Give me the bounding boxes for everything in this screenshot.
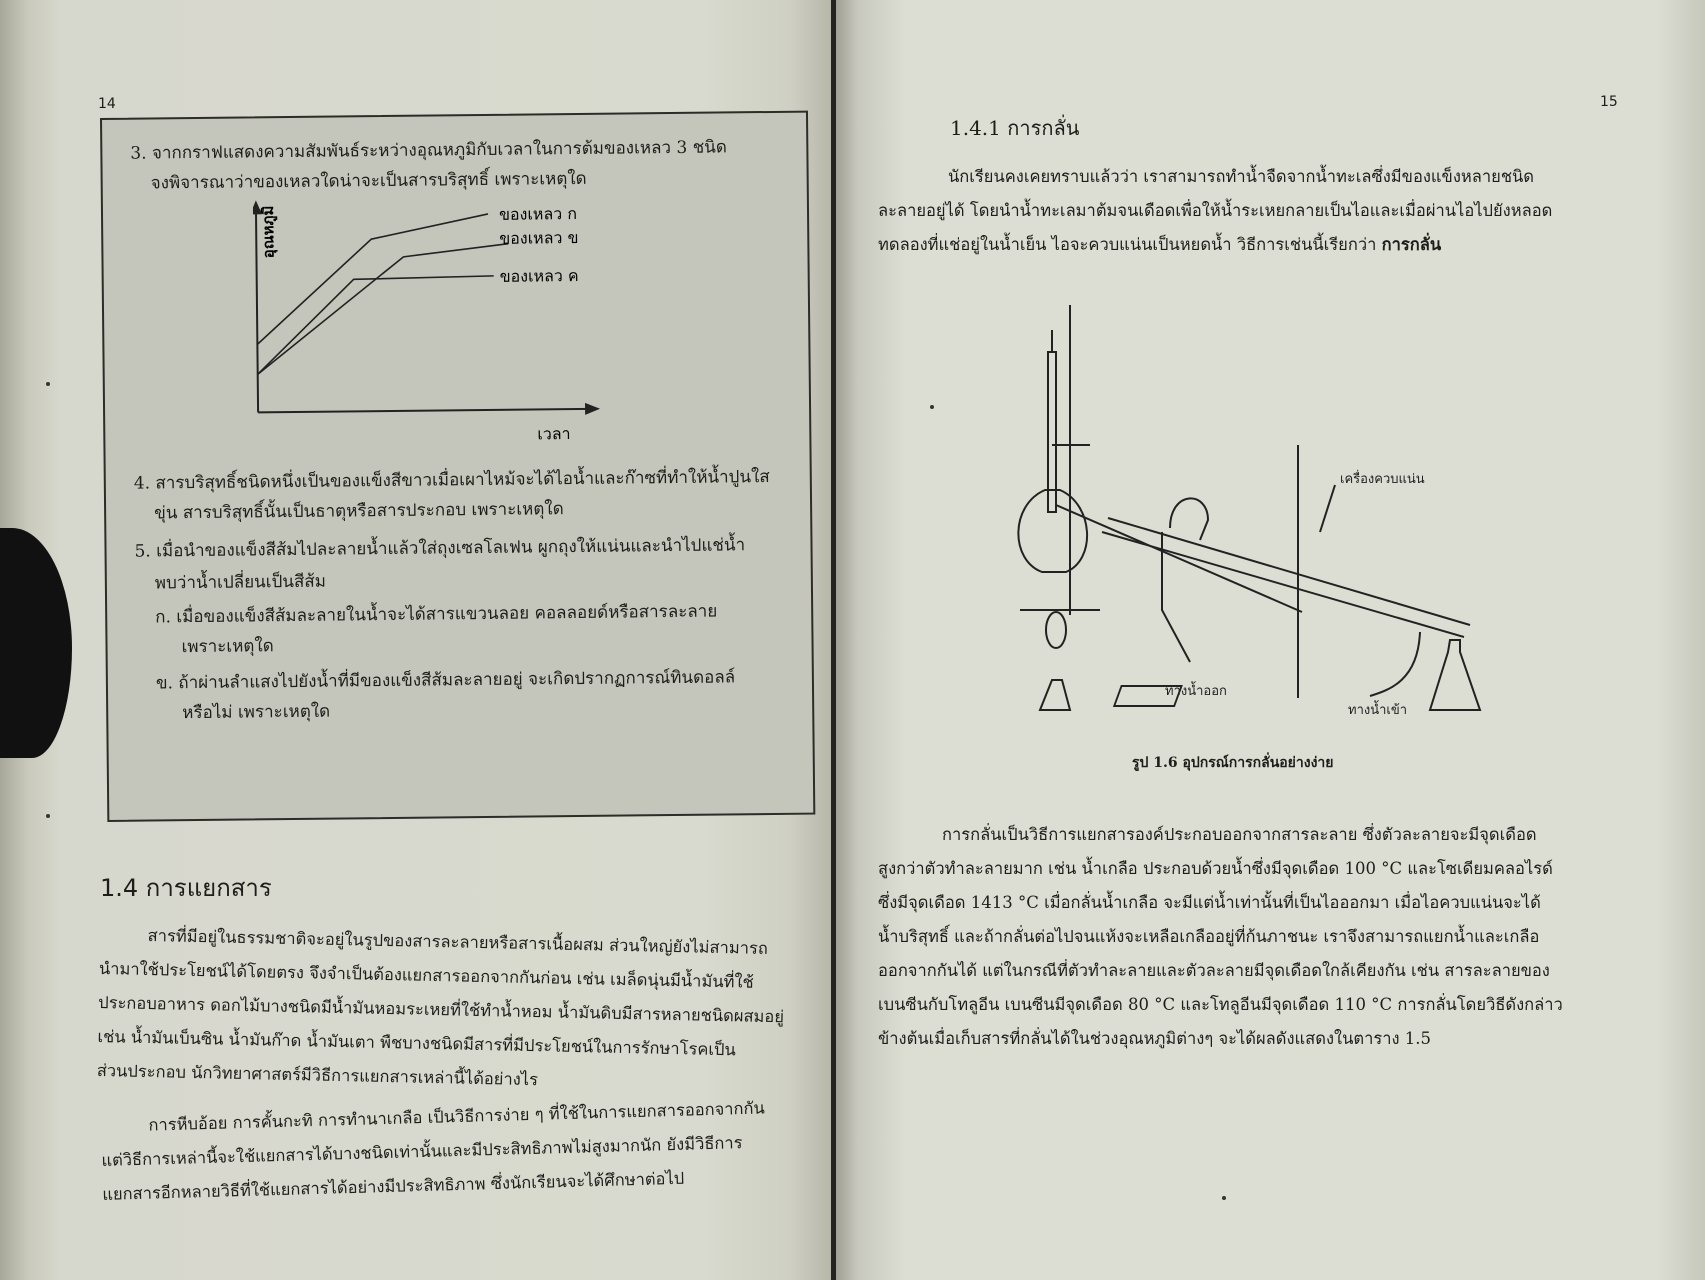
body-line: ซึ่งมีจุดเดือด 1413 °C เมื่อกลั่นน้ำเกลือ จะมีแต่น้ำเท่านั้นที่เป็นไอออกมา เมื่อไอควบแน่นจะได้ <box>878 893 1541 912</box>
paragraph-1 <box>96 918 785 1102</box>
speck <box>930 405 934 409</box>
paragraph-1-line: เช่น น้ำมันเบ็นซิน น้ำมันก๊าด น้ำมันเตา พืชบางชนิดมีสารที่มีประโยชน์ในการรักษาโรคเป็น <box>97 1026 736 1060</box>
body-line: น้ำบริสุทธิ์ และถ้ากลั่นต่อไปจนแห้งจะเหลือเกลืออยู่ที่ก้นภาชนะ เราจึงสามารถแยกน้ำและเกลือ <box>878 927 1540 946</box>
question-5a-line-2: เพราะเหตุใด <box>181 636 274 658</box>
body-paragraph <box>878 818 1563 1056</box>
thermometer <box>1048 352 1056 512</box>
paragraph-1-line: นำมาใช้ประโยชน์ได้โดยตรง จึงจำเป็นต้องแยกสารออกจากกันก่อน เช่น เมล็ดนุ่นมีน้ำมันที่ใช้ <box>98 958 754 992</box>
paragraph-2-line: แต่วิธีการเหล่านี้จะใช้แยกสารได้บางชนิดเท่านั้นและมีประสิทธิภาพไม่สูงมากนัก ยังมีวิธีการ <box>101 1133 743 1170</box>
distillation-apparatus-figure <box>990 300 1520 740</box>
question-5b-line-1: ข. ถ้าผ่านลำแสงไปยังน้ำที่มีของแข็งสีส้มละลายอยู่ จะเกิดปรากฏการณ์ทินดอลล์ <box>155 667 736 694</box>
figure-caption: รูป 1.6 อุปกรณ์การกลั่นอย่างง่าย <box>1132 755 1334 771</box>
condenser-pointer <box>1320 485 1335 532</box>
legend-liquid-c: ของเหลว ค <box>499 265 579 286</box>
alcohol-lamp <box>1040 680 1070 710</box>
paragraph-2-line: แยกสารอีกหลายวิธีที่ใช้แยกสารได้อย่างมีประสิทธิภาพ ซึ่งนักเรียนจะได้ศึกษาต่อไป <box>102 1168 685 1204</box>
subsection-title: 1.4.1 การกลั่น <box>950 116 1080 140</box>
label-water-in: ทางน้ำเข้า <box>1348 703 1408 718</box>
flame <box>1046 612 1066 648</box>
round-bottom-flask <box>1018 490 1087 572</box>
temperature-time-chart <box>253 194 656 468</box>
body-line: ข้างต้นเมื่อเก็บสารที่กลั่นได้ในช่วงอุณหภูมิต่างๆ จะได้ผลดังแสดงในตาราง 1.5 <box>878 1029 1431 1048</box>
y-axis <box>256 208 258 412</box>
body-line: การกลั่นเป็นวิธีการแยกสารองค์ประกอบออกจากสารละลาย ซึ่งตัวละลายจะมีจุดเดือด <box>942 825 1537 844</box>
distillation-term: การกลั่น <box>1381 235 1442 254</box>
y-axis-label: อุณหภูมิ <box>258 205 278 259</box>
water-tube-top <box>1170 498 1208 540</box>
intro-line-text: ทดลองที่แช่อยู่ในน้ำเย็น ไอจะควบแน่นเป็นหยดน้ำ วิธีการเช่นนี้เรียกว่า <box>878 235 1377 254</box>
speck <box>46 382 50 386</box>
condenser-outer-bottom <box>1102 532 1464 637</box>
series-line-liquid-b <box>256 244 509 375</box>
question-4-line-2: ขุ่น สารบริสุทธิ์นั้นเป็นธาตุหรือสารประกอบ เพราะเหตุใด <box>154 499 564 524</box>
apparatus-drawing <box>1018 305 1480 710</box>
receiving-flask <box>1430 640 1480 710</box>
question-3-line-1: 3. จากกราฟแสดงความสัมพันธ์ระหว่างอุณหภูมิกับเวลาในการต้มของเหลว 3 ชนิด <box>130 137 727 164</box>
label-condenser: เครื่องควบแน่น <box>1340 472 1425 487</box>
side-arm <box>1056 505 1302 612</box>
legend-liquid-b: ของเหลว ข <box>499 227 579 248</box>
question-5-line-2: พบว่าน้ำเปลี่ยนเป็นสีส้ม <box>154 571 327 594</box>
question-5a-line-1: ก. เมื่อของแข็งสีส้มละลายในน้ำจะได้สารแขวนลอย คอลลอยด์หรือสารละลาย <box>155 601 718 628</box>
intro-line-last <box>878 228 1552 262</box>
question-5b-line-2: หรือไม่ เพราะเหตุใด <box>182 701 331 724</box>
question-3-line-2: จงพิจารณาว่าของเหลวใดน่าจะเป็นสารบริสุทธิ์ เพราะเหตุใด <box>150 168 587 194</box>
body-line: เบนซีนกับโทลูอีน เบนซีนมีจุดเดือด 80 °C และโทลูอีนมีจุดเดือด 110 °C การกลั่นโดยวิธีดังกล่าว <box>878 995 1563 1014</box>
legend-liquid-a: ของเหลว ก <box>498 204 578 224</box>
intro-paragraph <box>878 160 1552 262</box>
x-axis-arrow <box>585 403 600 415</box>
exercise-box <box>100 111 815 822</box>
series-line-liquid-c <box>257 276 495 374</box>
question-5-line-1: 5. เมื่อนำของแข็งสีส้มไปละลายน้ำแล้วใส่ถุงเซลโลเฟน ผูกถุงให้แน่นและนำไปแช่น้ำ <box>134 535 746 562</box>
question-4-line-1: 4. สารบริสุทธิ์ชนิดหนึ่งเป็นของแข็งสีขาวเมื่อเผาไหม้จะได้ไอน้ำและก๊าซที่ทำให้น้ำปูนใส <box>133 467 770 494</box>
paragraph-1-line: ประกอบอาหาร ดอกไม้บางชนิดมีน้ำมันหอมระเหยที่ใช้ทำน้ำหอม น้ำมันดิบมีสารหลายชนิดผสมอยู่ <box>98 992 785 1027</box>
body-line: ออกจากกันได้ แต่ในกรณีที่ตัวทำละลายและตัวละลายมีจุดเดือดใกล้เคียงกัน เช่น สารละลายของ <box>878 961 1550 980</box>
left-page <box>0 0 832 1280</box>
speck <box>1222 1196 1226 1200</box>
water-in-tube <box>1370 632 1420 696</box>
intro-line: ละลายอยู่ได้ โดยนำน้ำทะเลมาต้มจนเดือดเพื่อให้น้ำระเหยกลายเป็นไอและเมื่อผ่านไอไปยังหลอด <box>878 201 1553 220</box>
x-axis-label: เวลา <box>537 424 571 444</box>
body-line: สูงกว่าตัวทำละลายมาก เช่น น้ำเกลือ ประกอบด้วยน้ำซึ่งมีจุดเดือด 100 °C และโซเดียมคลอไรด์ <box>878 859 1553 878</box>
speck <box>46 814 50 818</box>
page-number-right: 15 <box>1600 94 1618 110</box>
thumb-shadow <box>0 528 72 758</box>
paragraph-2-line: การหีบอ้อย การคั้นกะทิ การทำนาเกลือ เป็นวิธีการง่าย ๆ ที่ใช้ในการแยกสารออกจากกัน <box>148 1098 766 1135</box>
paragraph-2 <box>100 1091 767 1212</box>
paragraph-1-line: สารที่มีอยู่ในธรรมชาติจะอยู่ในรูปของสารละลายหรือสารเนื้อผสม ส่วนใหญ่ยังไม่สามารถ <box>147 926 769 958</box>
intro-line: นักเรียนคงเคยทราบแล้วว่า เราสามารถทำน้ำจืดจากน้ำทะเลซึ่งมีของแข็งหลายชนิด <box>948 167 1535 186</box>
x-axis <box>258 409 590 412</box>
page-number-left: 14 <box>98 96 116 112</box>
section-title: 1.4 การแยกสาร <box>100 874 272 902</box>
label-water-out: ทางน้ำออก <box>1165 684 1227 699</box>
paragraph-1-line: ส่วนประกอบ นักวิทยาศาสตร์มีวิธีการแยกสารเหล่านี้ได้อย่างไร <box>96 1060 539 1090</box>
